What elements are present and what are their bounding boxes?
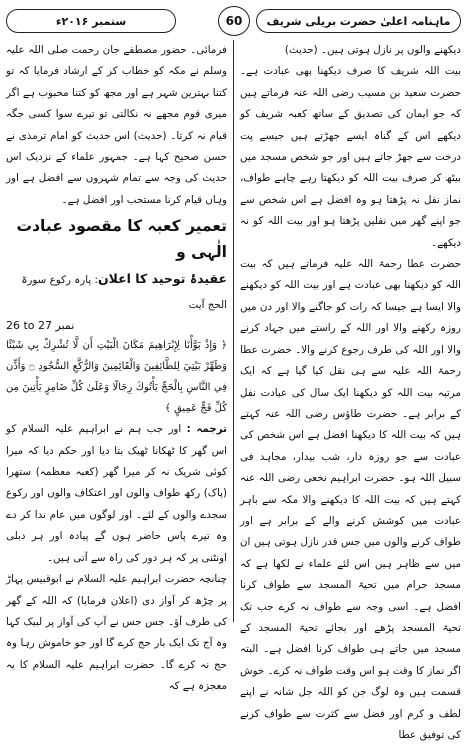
paragraph-hadith-end: دیکھنے والوں پر نازل ہوتی ہیں۔ (حدیث) xyxy=(284,44,461,56)
section-heading-part2: عقیدۂ توحید کا اعلان xyxy=(97,271,227,287)
right-column xyxy=(240,40,461,746)
page-header xyxy=(6,6,461,36)
magazine-title: ماہنامہ اعلیٰ حضرت بریلی شریف xyxy=(256,9,461,33)
translation-text: اور جب ہم نے ابراہیم علیہ السلام کو اس گھر کا ٹھکانا ٹھیک بتا دیا اور حکم دیا کہ میرا کوئی شریک نہ کر میرا گھر (کعبہ معظمہ) ستھرا (پاک) رکھ طواف والوں اور اعتکاف والوں اور رکوع سجدے والوں کے لئے۔ اور لوگوں میں عام ندا کر دے وہ تیرے پاس حاضر ہوں گے پیادہ اور ہر دبلی اونٹنی پر کہ ہر دور کی راہ سے آتی ہیں۔ xyxy=(6,423,227,564)
translation-paragraph xyxy=(6,419,227,569)
quran-ayah: ﴿ وَإِذْ بَوَّأْنَا لِإِبْرَاهِيمَ مَكَانَ الْبَيْتِ أَن لَّا تُشْرِكْ بِي شَيْئًا وَطَهِّرْ بَيْتِيَ لِلطَّائِفِينَ وَالْقَائِمِينَ وَالرُّكَّعِ السُّجُودِ ۝ وَأَذِّن فِي النَّاسِ بِالْحَجِّ يَأْتُوكَ رِجَالًا وَعَلَىٰ كُلِّ ضَامِرٍ يَأْتِينَ مِن كُلِّ فَجٍّ عَمِيقٍ ﴾ xyxy=(6,340,227,415)
column-divider xyxy=(233,40,234,622)
paragraph-ibrahim-call: چنانچہ حضرت ابراہیم علیہ السلام نے ابوقبیس پہاڑ پر چڑھ کر آواز دی (اعلان فرمایا) کہ اللہ کے گھر کی طرف آؤ۔ جس جس نے آپ کی آواز پر لبیک کہا وہ آج تک ایک بار حج کرے گا اور جو خاموش رہا وہ حج نہ کرے گا۔ حضرت ابراہیم علیہ السلام کا یہ معجزہ ہے کہ xyxy=(6,573,227,693)
section-heading-line2 xyxy=(6,267,227,317)
paragraph-hazrat-ata: حضرت عطا رحمۃ اللہ علیہ فرماتے ہیں کہ بیت اللہ کو دیکھنا بھی عبادت ہے اور بیت اللہ کو دیکھنے والا ایسا ہے جیسا کہ رات کو جاگنے والا اور دن میں روزہ رکھنے والا اور اللہ کے راستے میں جہاد کرنے والا اور اللہ کی طرف رجوع کرنے والا۔ حضرت عطا رحمۃ اللہ علیہ سے ہی نقل کیا گیا ہے کہ ایک مرتبہ بیت اللہ کو دیکھنا ایک سال کی عبادت نفل کے برابر ہے۔ حضرت طاؤس رضی اللہ عنہ کہتے ہیں کہ بیت اللہ کا دیکھنا افضل ہے اس شخص کی عبادت سے جو روزہ دار، شب بیدار، مجاہد فی سبیل اللہ ہو۔ حضرت ابراہیم نخعی رضی اللہ عنہ کہتے ہیں کہ بیت اللہ کا دیکھنے والا مکہ سے باہر عبادت میں کوشش کرنے والے کے برابر ہے اور طواف کرنے والوں میں جس قدر نازل ہوتی ہیں ان میں سے ظاہر ہیں اس لئے علماء نے لکھا ہے کہ مسجد حرام میں تحیۃ المسجد سے طواف کرنا افضل ہے۔ اسی وجہ سے طواف نہ کرے جب تک تحیۃ المسجد پڑھے اور بجائے تحیۃ المسجد کے مسجد میں جاتے ہی طواف کرنا افضل ہے۔ البتہ اگر نماز کا وقت ہو اس وقت طواف نہ کرے۔ خوش قسمت ہیں وہ لوگ جن کو اللہ جل شانہ نے اپنے لطف و کرم اور فضل سے کثرت سے طواف کرنے کی توفیق عطا xyxy=(240,258,461,741)
translation-label: ترجمہ : xyxy=(186,423,227,436)
paragraph-makkah-virtue: فرمائی۔ حضور مصطفے جان رحمت صلی اللہ علیہ وسلم نے مکہ کو خطاب کر کے ارشاد فرمایا کہ تو کتنا بہترین شہر ہے اور مجھ کو کتنا محبوب ہے اگر میری قوم مجھے نہ نکالتی تو تیرے سوا کسی جگہ قیام نہ کرتا۔ (حدیث) اس حدیث کو امام ترمذی نے حسن صحیح کہا ہے۔ جمہور علماء کے نزدیک اس حدیث کی وجہ سے تمام شہروں سے افضل ہے اور وہاں قیام کرنا مستحب اور افضل ہے۔ xyxy=(6,44,227,206)
ayah-reference: 26 to 27 نمبر xyxy=(6,319,75,333)
issue-date: ستمبر ۲۰۱۶ء xyxy=(6,9,176,33)
section-heading: تعمیر کعبہ کا مقصود عبادت الٰہی و xyxy=(16,217,227,262)
page-number: 60 xyxy=(218,6,250,36)
paragraph-said-ibn-musayyab: بیت اللہ شریف کا صرف دیکھنا بھی عبادت ہے۔ حضرت سعید بن مسیب رضی اللہ عنہ فرماتے ہیں کہ جو ایمان کی تصدیق کے ساتھ کعبہ شریف کو دیکھے اس کے گناہ ایسے جھڑتے ہیں جیسے پت درخت سے جھڑ جاتے ہیں اور جو شخص مسجد میں بیٹھ کر صرف بیت اللہ کو دیکھتا رہے چاہے طواف، نماز نفل نہ پڑھتا ہو وہ افضل ہے اس شخص سے جو اپنے گھر میں نفلیں پڑھتا ہو اور بیت اللہ کو نہ دیکھے۔ xyxy=(240,65,461,249)
section-heading-reference: : پارہ رکوع سورۃ الحج آیت xyxy=(21,274,227,312)
left-column xyxy=(6,40,227,698)
